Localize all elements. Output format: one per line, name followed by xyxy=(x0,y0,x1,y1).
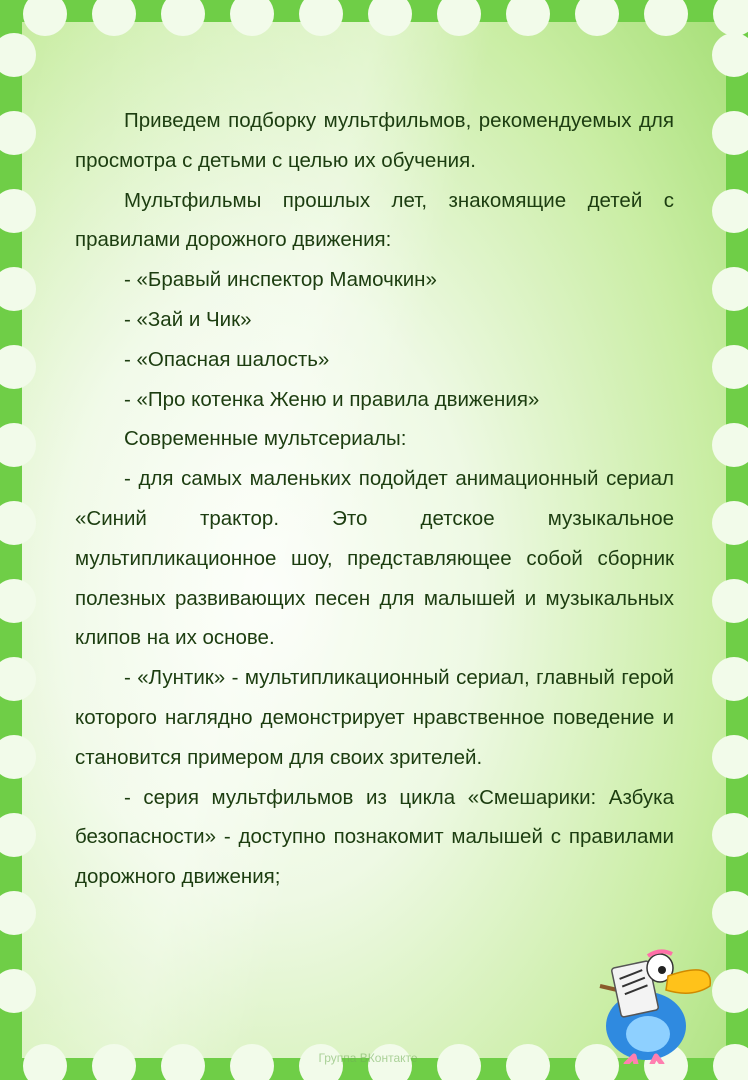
paragraph: Мультфильмы прошлых лет, знакомящие детей с правилами дорожного движения: xyxy=(75,188,674,252)
paragraph: Приведем подборку мультфильмов, рекомендуемых для просмотра с детьми с целью их обучения. xyxy=(75,109,674,172)
list-item: - «Про котенка Женю и правила движения» xyxy=(124,387,540,411)
paragraph: - «Лунтик» - мультипликационный сериал, главный герой которого наглядно демонстрирует нравственное поведение и становится примером для своих зрителей. xyxy=(75,666,674,769)
list-item: - «Бравый инспектор Мамочкин» xyxy=(124,268,437,292)
watermark-text: Группа ВКонтакте xyxy=(318,1051,418,1065)
paragraph: - серия мультфильмов из цикла «Смешарики: Азбука безопасности» - доступно познакомит малышей с правилами дорожного движения; xyxy=(75,785,674,889)
article-text xyxy=(75,101,674,897)
list-item: - «Опасная шалость» xyxy=(124,347,330,371)
section-heading: Современные мультсериалы: xyxy=(124,427,407,451)
crow-character-icon xyxy=(596,946,721,1064)
paragraph: - для самых маленьких подойдет анимационный сериал «Синий трактор. Это детское музыкальное мультипликационное шоу, представляющее собой сборник полезных развивающих песен для малышей и музыкальных клипов на их основе. xyxy=(75,467,674,650)
list-item: - «Зай и Чик» xyxy=(124,307,252,331)
